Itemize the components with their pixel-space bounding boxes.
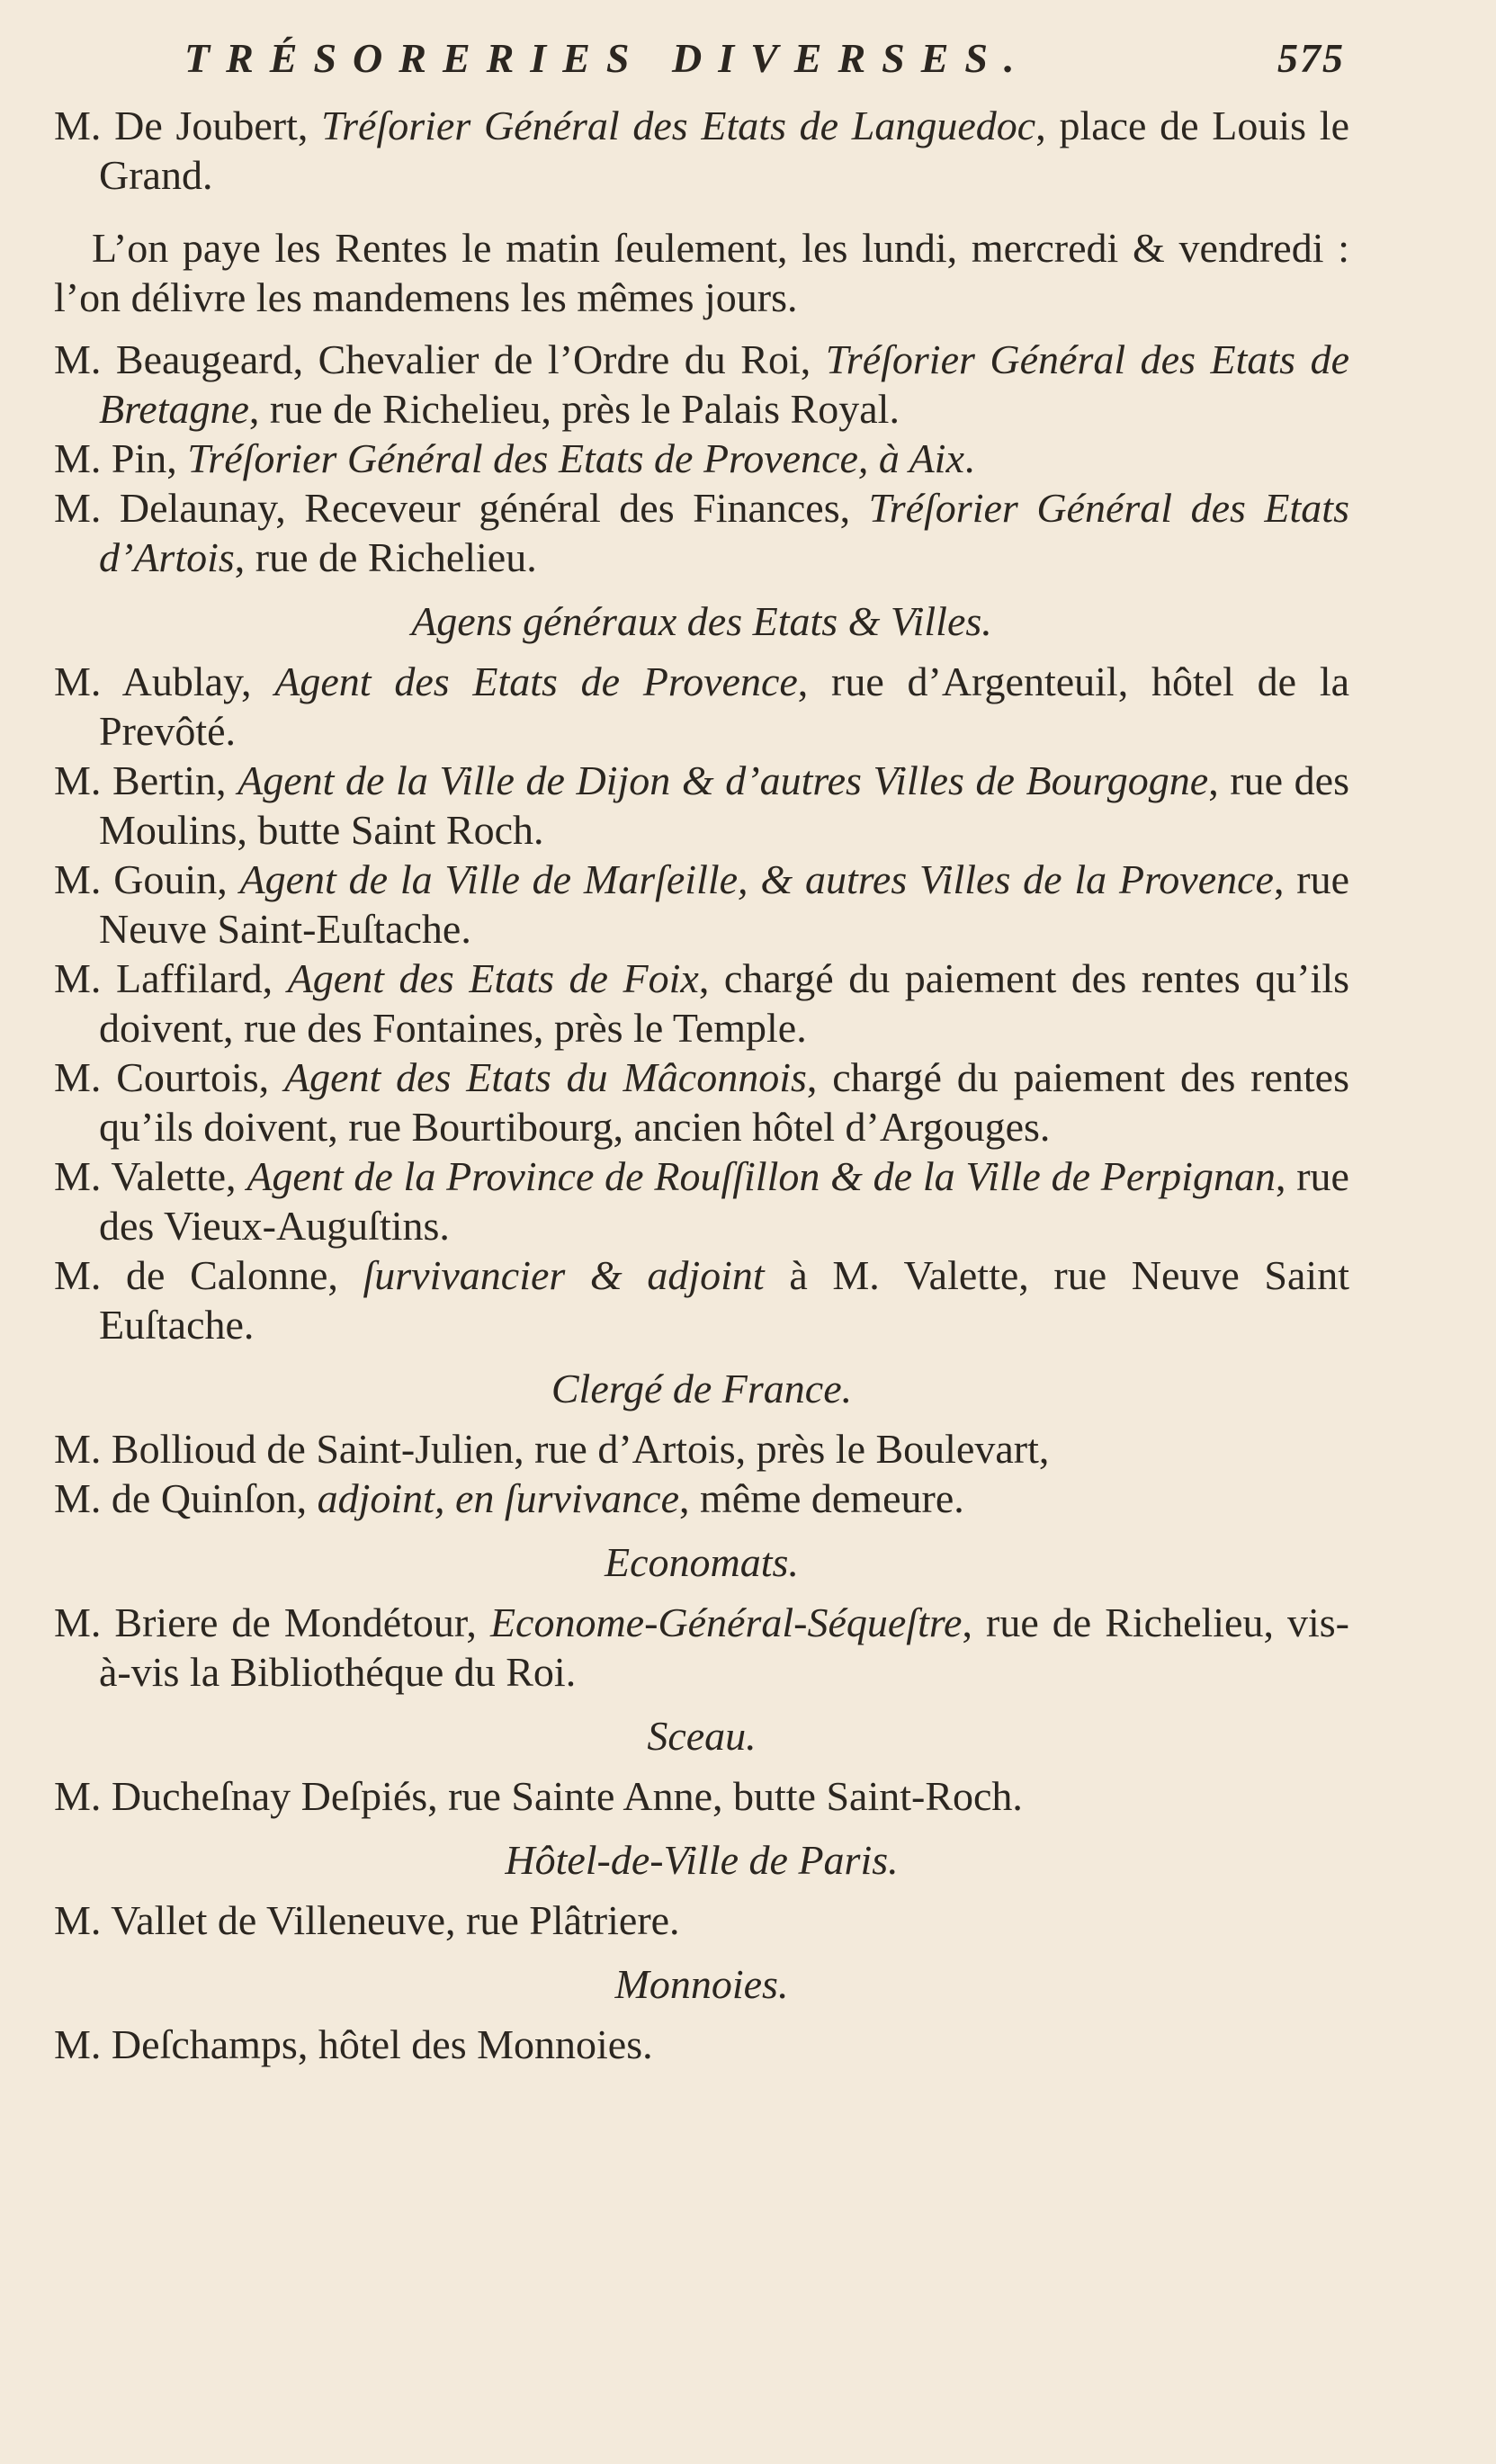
section-heading-agens: Agens généraux des Etats & Villes.	[411, 598, 992, 644]
entry-courtois: M. Courtois, Agent des Etats du Mâconnois, chargé du paiement des rentes qu’ils doivent, rue Bourtibourg, ancien hôtel d’Argouges.	[54, 1054, 1350, 1150]
page-body	[54, 101, 1349, 2069]
entry-calonne: M. de Calonne, ſurvivancier & adjoint à M. Valette, rue Neuve Saint Euſtache.	[54, 1252, 1349, 1348]
entry-pin: M. Pin, Tréſorier Général des Etats de Provence, à Aix.	[54, 435, 975, 481]
entry-aublay: M. Aublay, Agent des Etats de Provence, rue d’Argenteuil, hôtel de la Prevôté.	[54, 659, 1350, 754]
section-heading-hotel-de-ville: Hôtel-de-Ville de Paris.	[505, 1837, 899, 1883]
section-heading-monnoies: Monnoies.	[614, 1961, 789, 2007]
entry-briere: M. Briere de Mondétour, Econome-Général-Séqueſtre, rue de Richelieu, vis-à-vis la Bibliothéque du Roi.	[54, 1599, 1349, 1695]
entry-vallet: M. Vallet de Villeneuve, rue Plâtriere.	[54, 1897, 680, 1943]
entry-laffilard: M. Laffilard, Agent des Etats de Foix, chargé du paiement des rentes qu’ils doivent, rue des Fontaines, près le Temple.	[54, 955, 1349, 1051]
entry-gouin: M. Gouin, Agent de la Ville de Marſeille, & autres Villes de la Provence, rue Neuve Saint-Euſtache.	[54, 856, 1349, 952]
section-heading-economats: Economats.	[605, 1539, 799, 1585]
entry-bollioud: M. Bollioud de Saint-Julien, rue d’Artois, près le Boulevart,	[54, 1426, 1050, 1472]
running-header	[184, 34, 1345, 97]
entry-valette: M. Valette, Agent de la Province de Rouſſillon & de la Ville de Perpignan, rue des Vieux-Auguſtins.	[54, 1153, 1349, 1249]
running-title: TRÉSORERIES DIVERSES.	[184, 35, 1031, 81]
page-number: 575	[1277, 35, 1345, 81]
entry-joubert: M. De Joubert, Tréſorier Général des Etats de Languedoc, place de Louis le Grand.	[54, 103, 1349, 198]
entry-deschamps: M. Deſchamps, hôtel des Monnoies.	[54, 2021, 653, 2067]
entry-delaunay: M. Delaunay, Receveur général des Finances, Tréſorier Général des Etats d’Artois, rue de Richelieu.	[54, 485, 1349, 580]
entry-bertin: M. Bertin, Agent de la Ville de Dijon & d’autres Villes de Bourgogne, rue des Moulins, butte Saint Roch.	[54, 757, 1349, 853]
entry-duchesnay: M. Ducheſnay Deſpiés, rue Sainte Anne, butte Saint-Roch.	[54, 1773, 1023, 1819]
section-heading-clerge: Clergé de France.	[551, 1366, 853, 1411]
section-heading-sceau: Sceau.	[647, 1713, 757, 1759]
payment-note: L’on paye les Rentes le matin ſeulement, les lundi, mercredi & vendredi : l’on délivre les mandemens les mêmes jours.	[54, 225, 1349, 320]
entry-beaugeard: M. Beaugeard, Chevalier de l’Ordre du Roi, Tréſorier Général des Etats de Bretagne, rue de Richelieu, près le Palais Royal.	[54, 336, 1349, 432]
entry-quinson: M. de Quinſon, adjoint, en ſurvivance, même demeure.	[54, 1475, 964, 1521]
